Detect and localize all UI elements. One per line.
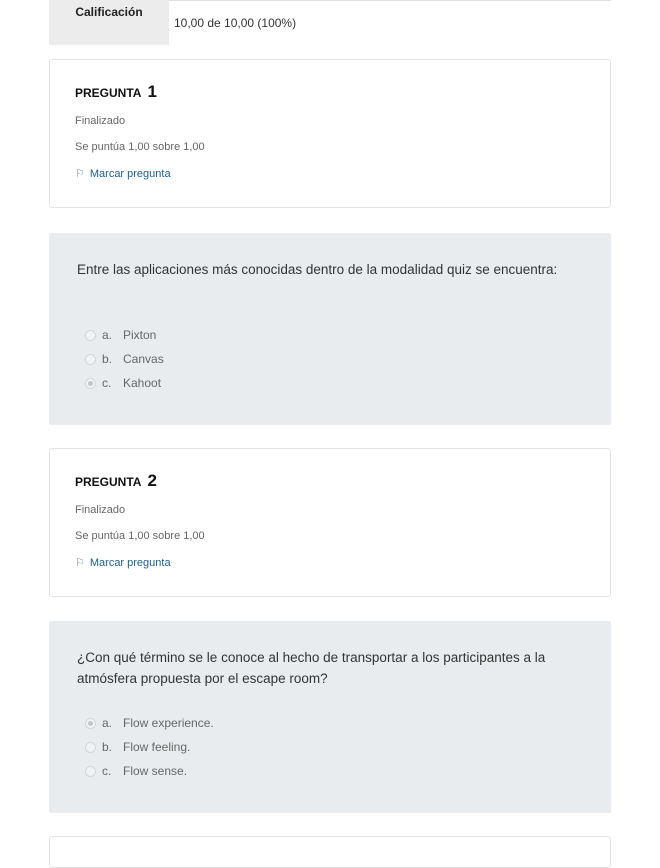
question-2-content [49, 621, 611, 813]
radio-icon[interactable] [85, 378, 96, 389]
question-title-label: PREGUNTA [75, 86, 142, 100]
question-3-info [49, 836, 611, 868]
answer-letter: c. [102, 764, 112, 778]
question-title [75, 82, 157, 102]
flag-question-link[interactable] [75, 167, 171, 180]
question-title-label: PREGUNTA [75, 475, 142, 489]
flag-question-label: Marcar pregunta [89, 557, 171, 569]
answer-text: Canvas [123, 352, 164, 366]
answer-letter: a. [102, 328, 113, 342]
question-text: Entre las aplicaciones más conocidas dentro de la modalidad quiz se encuentra: [77, 262, 558, 277]
question-state: Finalizado [75, 115, 126, 127]
answer-letter: c. [102, 376, 112, 390]
question-grade: Se puntúa 1,00 sobre 1,00 [75, 530, 205, 542]
grade-label: Calificación [75, 5, 143, 19]
question-grade: Se puntúa 1,00 sobre 1,00 [75, 141, 205, 153]
question-text: ¿Con qué término se le conoce al hecho de transportar a los participantes a la atmósfera propuesta por el escape room? [77, 650, 546, 686]
question-1-info [49, 59, 611, 208]
radio-icon[interactable] [85, 742, 96, 753]
grade-label-cell [49, 0, 169, 45]
answer-text: Kahoot [123, 376, 162, 390]
question-title [75, 471, 157, 491]
answer-text: Flow experience. [123, 716, 214, 730]
answer-text: Pixton [123, 328, 157, 342]
answer-letter: b. [102, 740, 113, 754]
question-number: 1 [147, 82, 157, 101]
flag-icon: ⚐ [75, 557, 85, 569]
radio-icon[interactable] [85, 330, 96, 341]
radio-icon[interactable] [85, 766, 96, 777]
answer-text: Flow sense. [123, 764, 188, 778]
question-2-info [49, 448, 611, 597]
question-number: 2 [147, 471, 157, 490]
radio-icon[interactable] [85, 354, 96, 365]
grade-value: 10,00 de 10,00 (100%) [174, 16, 297, 30]
answer-text: Flow feeling. [123, 740, 191, 754]
flag-question-label: Marcar pregunta [89, 168, 171, 180]
flag-icon: ⚐ [75, 168, 85, 180]
answer-letter: b. [102, 352, 113, 366]
question-state: Finalizado [75, 504, 126, 516]
question-1-content [49, 233, 611, 425]
radio-icon[interactable] [85, 718, 96, 729]
flag-question-link[interactable] [75, 556, 171, 569]
answer-letter: a. [102, 716, 113, 730]
grade-summary [49, 0, 611, 45]
